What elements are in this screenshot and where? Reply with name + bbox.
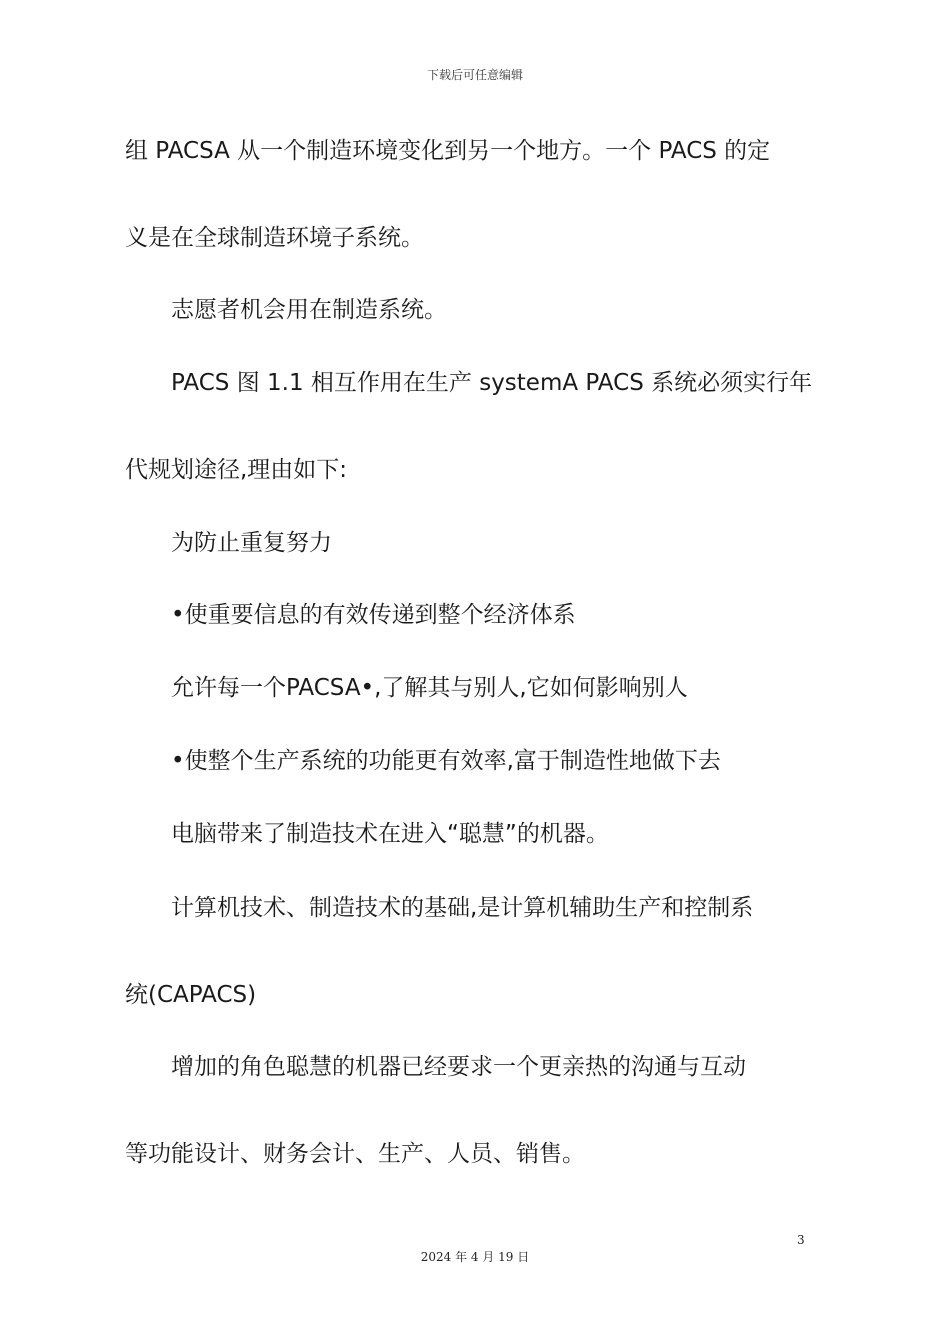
body-line: 代规划途径,理由如下: bbox=[125, 457, 348, 483]
body-line: 为防止重复努力 bbox=[171, 530, 332, 556]
page-header: 下载后可任意编辑 bbox=[426, 68, 523, 82]
body-line: 允许每一个PACSA•,了解其与别人,它如何影响别人 bbox=[171, 675, 688, 701]
body-line: 组 PACSA 从一个制造环境变化到另一个地方。一个 PACS 的定 bbox=[125, 138, 771, 164]
body-line: 志愿者机会用在制造系统。 bbox=[171, 297, 447, 323]
footer-date: 2024 年 4 月 19 日 bbox=[420, 1250, 530, 1264]
body-line: 统(CAPACS) bbox=[125, 982, 257, 1008]
body-line: 增加的角色聪慧的机器已经要求一个更亲热的沟通与互动 bbox=[171, 1054, 746, 1080]
body-line: 义是在全球制造环境子系统。 bbox=[125, 225, 424, 251]
body-line: PACS 图 1.1 相互作用在生产 systemA PACS 系统必须实行年 bbox=[171, 370, 813, 396]
body-line: 计算机技术、制造技术的基础,是计算机辅助生产和控制系 bbox=[171, 895, 754, 921]
body-line: •使整个生产系统的功能更有效率,富于制造性地做下去 bbox=[171, 748, 721, 774]
page-number: 3 bbox=[797, 1233, 805, 1247]
body-line: •使重要信息的有效传递到整个经济体系 bbox=[171, 602, 576, 628]
body-line: 等功能设计、财务会计、生产、人员、销售。 bbox=[125, 1141, 585, 1167]
body-line: 电脑带来了制造技术在进入“聪慧”的机器。 bbox=[171, 821, 609, 847]
